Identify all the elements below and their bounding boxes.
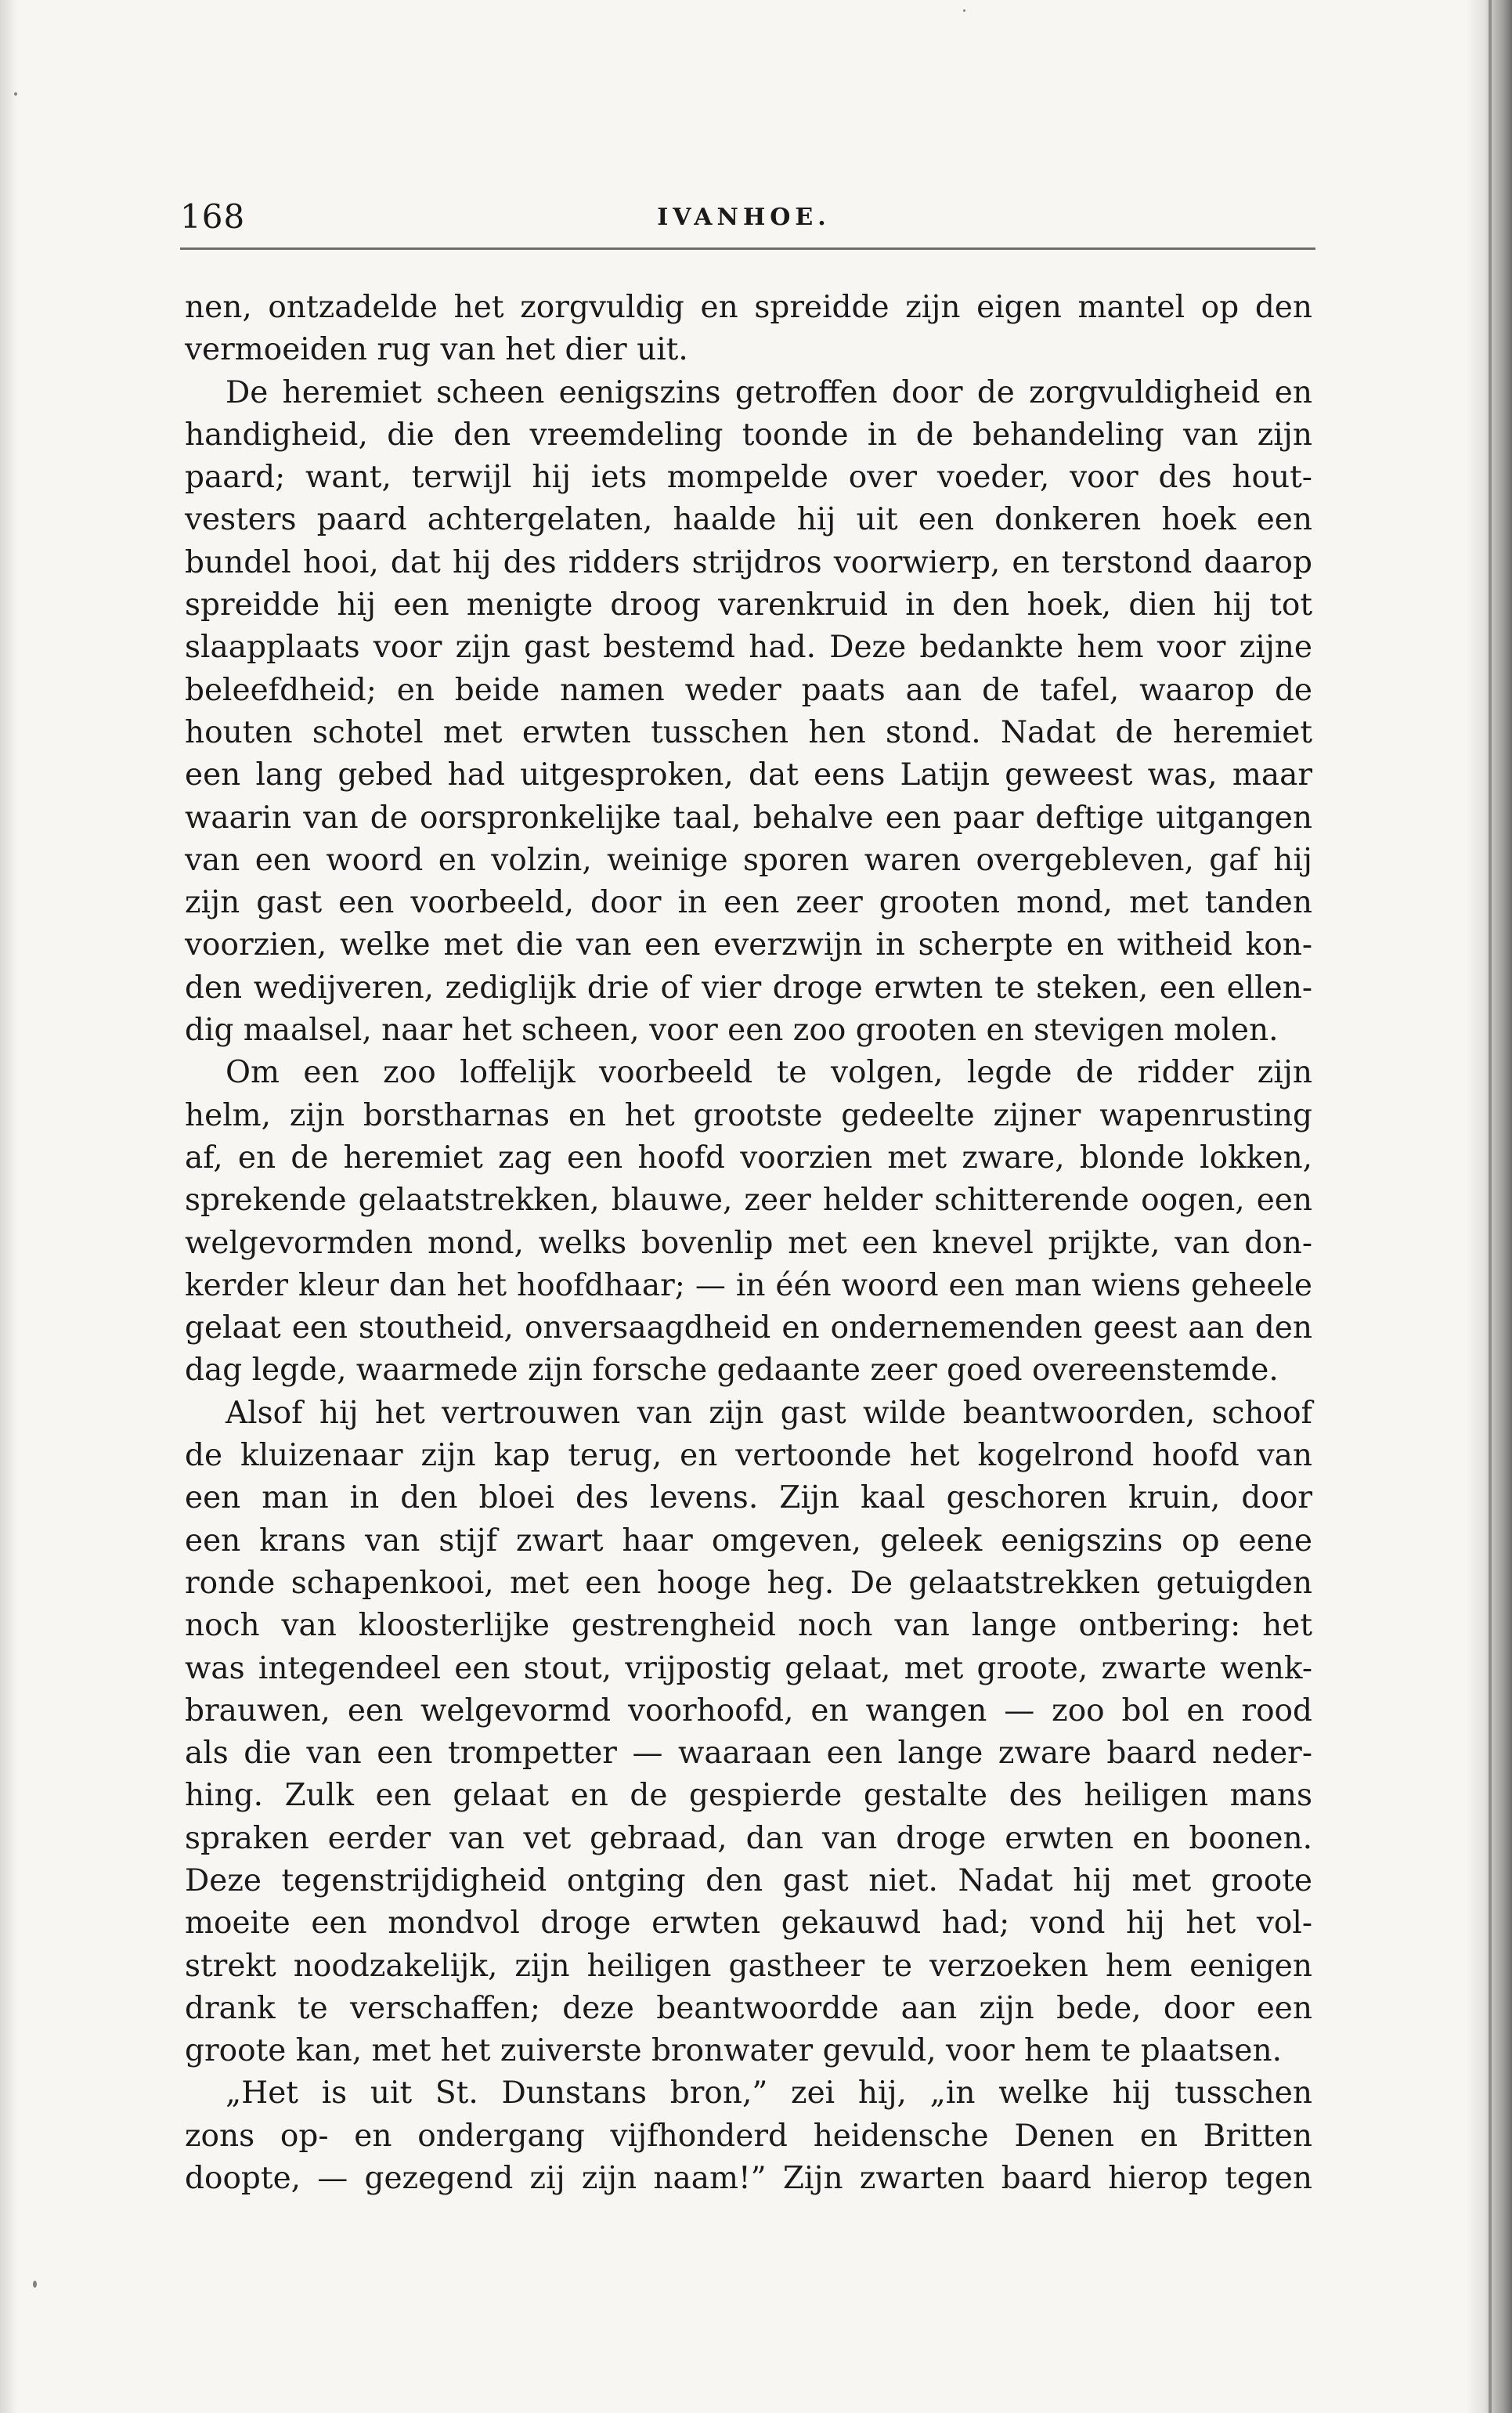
text-line: slaapplaats voor zijn gast bestemd had. Deze bedankte hem voor zijne: [185, 630, 1312, 666]
text-line: ronde schapenkooi, met een hooge heg. De gelaatstrekken getuigden: [185, 1565, 1312, 1601]
text-line: hing. Zulk een gelaat en de gespierde gestalte des heiligen mans: [185, 1778, 1312, 1814]
scan-speck: [14, 92, 17, 96]
text-line: af, en de heremiet zag een hoofd voorzien met zware, blonde lokken,: [185, 1140, 1312, 1176]
text-line: was integendeel een stout, vrijpostig gelaat, met groote, zwarte wenk-: [185, 1650, 1312, 1686]
body-text: [185, 287, 1312, 2200]
text-line: helm, zijn borstharnas en het grootste gedeelte zijner wapenrusting: [185, 1097, 1312, 1133]
text-line: welgevormden mond, welks bovenlip met een knevel prijkte, van don-: [185, 1225, 1312, 1261]
text-line: De heremiet scheen eenigszins getroffen door de zorgvuldigheid en: [226, 374, 1312, 410]
header-rule: [180, 247, 1315, 250]
text-line: drank te verschaffen; deze beantwoordde aan zijn bede, door een: [185, 1990, 1312, 2026]
text-line: handigheid, die den vreemdeling toonde in de behandeling van zijn: [185, 417, 1312, 453]
text-line: paard; want, terwijl hij iets mompelde over voeder, voor des hout-: [185, 460, 1312, 496]
text-line: dag legde, waarmede zijn forsche gedaante zeer goed overeenstemde.: [185, 1353, 1279, 1389]
text-line: groote kan, met het zuiverste bronwater gevuld, voor hem te plaatsen.: [185, 2033, 1283, 2069]
text-line: strekt noodzakelijk, zijn heiligen gastheer te verzoeken hem eenigen: [185, 1948, 1312, 1984]
text-line: gelaat een stoutheid, onversaagdheid en ondernemenden geest aan den: [185, 1310, 1312, 1346]
text-line: een krans van stijf zwart haar omgeven, geleek eenigszins op eene: [185, 1523, 1312, 1559]
text-line: nen, ontzadelde het zorgvuldig en spreidde zijn eigen mantel op den: [185, 290, 1312, 325]
text-line: brauwen, een welgevormd voorhoofd, en wangen — zoo bol en rood: [185, 1692, 1312, 1728]
text-line: noch van kloosterlijke gestrengheid noch van lange ontbering: het: [185, 1608, 1312, 1644]
text-line: zijn gast een voorbeeld, door in een zeer grooten mond, met tanden: [185, 885, 1312, 921]
text-line: beleefdheid; en beide namen weder paats aan de tafel, waarop de: [185, 672, 1312, 708]
text-line: bundel hooi, dat hij des ridders strijdros voorwierp, en terstond daarop: [185, 544, 1312, 580]
scan-speck: [963, 9, 965, 12]
text-line: zons op- en ondergang vijfhonderd heidensche Denen en Britten: [185, 2118, 1312, 2154]
text-line: spreidde hij een menigte droog varenkruid in den hoek, dien hij tot: [185, 587, 1312, 623]
text-line: Deze tegenstrijdigheid ontging den gast niet. Nadat hij met groote: [185, 1862, 1312, 1898]
text-line: den wedijveren, zediglijk drie of vier droge erwten te steken, een ellen-: [185, 970, 1312, 1006]
text-line: vesters paard achtergelaten, haalde hij uit een donkeren hoek een: [185, 502, 1312, 538]
text-line: kerder kleur dan het hoofdhaar; — in één woord een man wiens geheele: [185, 1267, 1312, 1303]
running-title: IVANHOE.: [657, 204, 831, 231]
scan-speck: [33, 2281, 37, 2288]
text-line: de kluizenaar zijn kap terug, en vertoonde het kogelrond hoofd van: [185, 1438, 1312, 1474]
text-line: Om een zoo loffelijk voorbeeld te volgen, legde de ridder zijn: [226, 1055, 1312, 1091]
text-line: van een woord en volzin, weinige sporen waren overgebleven, gaf hij: [185, 842, 1312, 878]
text-line: waarin van de oorspronkelijke taal, behalve een paar deftige uitgangen: [185, 800, 1312, 836]
text-line: dig maalsel, naar het scheen, voor een zoo grooten en stevigen molen.: [185, 1013, 1279, 1049]
text-line: doopte, — gezegend zij zijn naam!” Zijn zwarten baard hierop tegen: [185, 2161, 1312, 2197]
page-header: [180, 197, 1308, 252]
text-line: een lang gebed had uitgesproken, dat eens Latijn geweest was, maar: [185, 757, 1312, 793]
text-line: sprekende gelaatstrekken, blauwe, zeer helder schitterende oogen, een: [185, 1183, 1312, 1219]
text-line: vermoeiden rug van het dier uit.: [185, 332, 688, 368]
text-line: moeite een mondvol droge erwten gekauwd had; vond hij het vol-: [185, 1905, 1312, 1942]
page-number: 168: [180, 197, 246, 236]
text-line: als die van een trompetter — waaraan een lange zware baard neder-: [185, 1736, 1312, 1772]
text-line: Alsof hij het vertrouwen van zijn gast wilde beantwoorden, schoof: [226, 1395, 1312, 1431]
text-line: een man in den bloei des levens. Zijn kaal geschoren kruin, door: [185, 1480, 1312, 1516]
scan-spine-line: [1489, 0, 1492, 2413]
text-line: voorzien, welke met die van een everzwijn in scherpte en witheid kon-: [185, 927, 1312, 963]
text-line: spraken eerder van vet gebraad, dan van droge erwten en boonen.: [185, 1820, 1312, 1856]
text-line: houten schotel met erwten tusschen hen stond. Nadat de heremiet: [185, 714, 1312, 750]
text-line: „Het is uit St. Dunstans bron,” zei hij, „in welke hij tusschen: [226, 2075, 1312, 2111]
scan-edge-left: [0, 0, 17, 2413]
